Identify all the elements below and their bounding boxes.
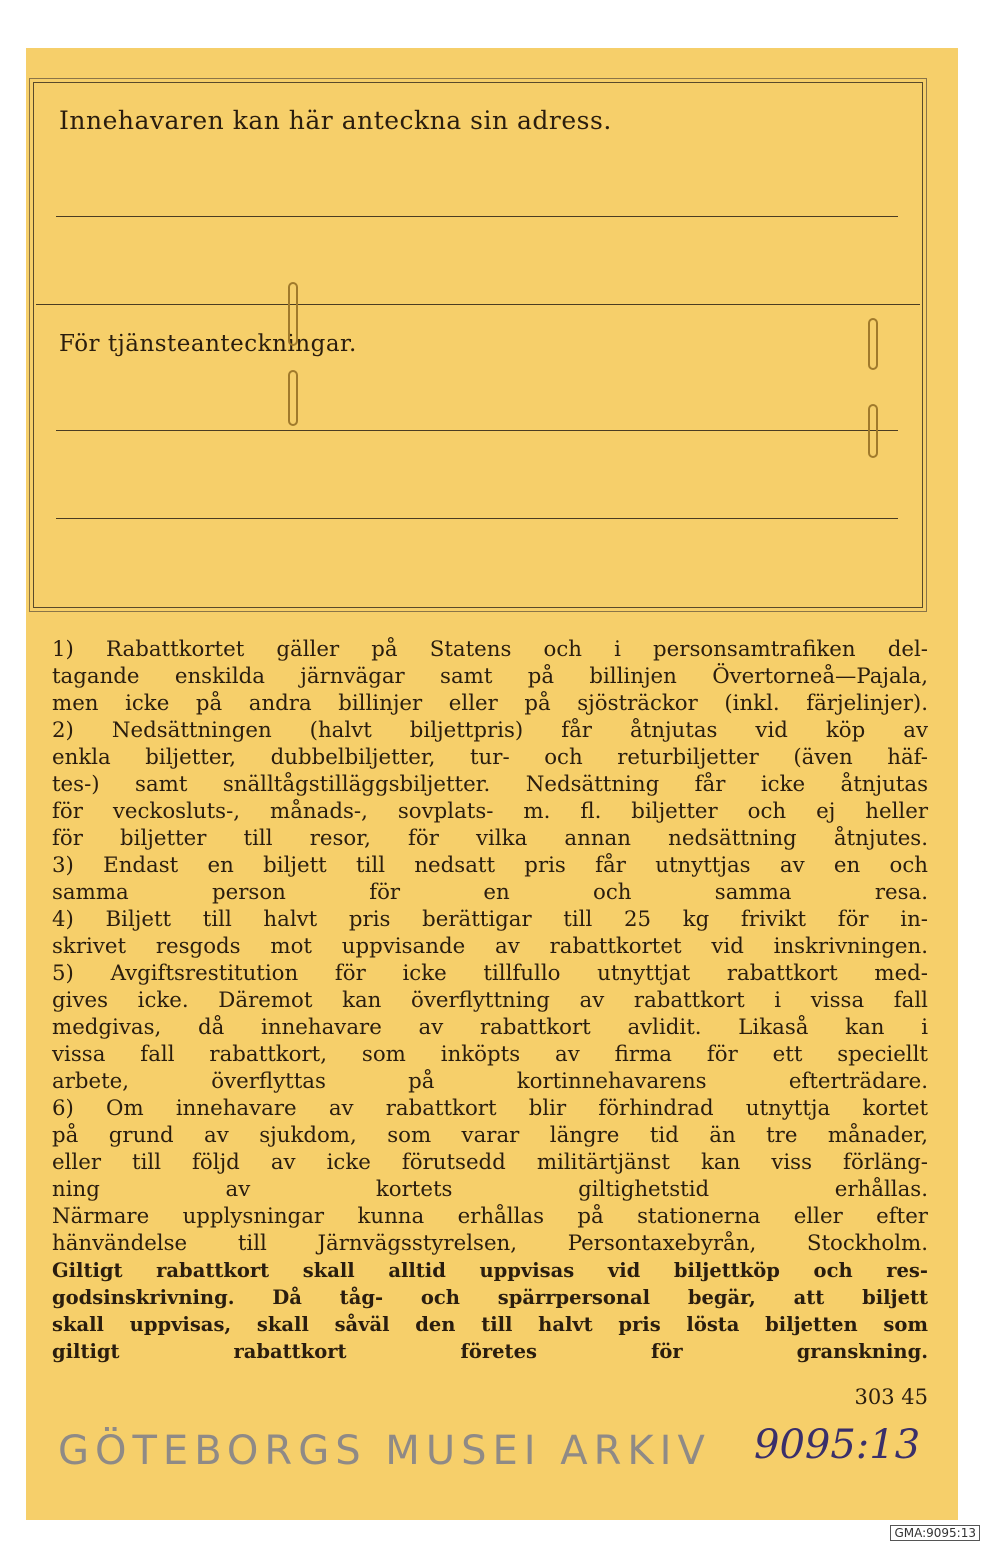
staple-left-top: [288, 282, 298, 346]
rule-3: [52, 852, 928, 906]
info-line-1: Närmare upplysningar kunna erhållas på stationerna eller efter: [52, 1204, 928, 1229]
rule-2-line-5: för biljetter till resor, för vilka annan nedsättning åtnjutes.: [52, 826, 928, 851]
staple-right-top: [868, 318, 878, 370]
rule-2-line-1: 2) Nedsättningen (halvt biljettpris) får åtnjutas vid köp av: [52, 718, 928, 743]
print-code: 303 45: [854, 1385, 928, 1409]
notice-line-2: godsinskrivning. Då tåg- och spärrpersonal begär, att biljett: [52, 1286, 928, 1309]
rule-5-line-3: medgivas, då innehavare av rabattkort avlidit. Likaså kan i: [52, 1015, 928, 1040]
archive-number: 9095:13: [754, 1422, 921, 1468]
rule-6-line-3: eller till följd av icke förutsedd militärtjänst kan viss förläng-: [52, 1150, 928, 1175]
rules-text: [52, 636, 928, 1365]
rule-5-line-1: 5) Avgiftsrestitution för icke tillfullo utnyttjat rabattkort med-: [52, 961, 928, 986]
rule-6-line-1: 6) Om innehavare av rabattkort blir förhindrad utnyttja kortet: [52, 1096, 928, 1121]
rule-1-line-1: 1) Rabattkortet gäller på Statens och i personsamtrafiken del-: [52, 637, 928, 662]
archive-stamp: GÖTEBORGS MUSEI ARKIV: [58, 1428, 711, 1474]
rule-3-line-1: 3) Endast en biljett till nedsatt pris får utnyttjas av en och: [52, 853, 928, 878]
rule-6: [52, 1095, 928, 1203]
rule-6-line-4: ning av kortets giltighetstid erhållas.: [52, 1177, 928, 1202]
address-label: Innehavaren kan här anteckna sin adress.: [59, 106, 612, 135]
reference-label: GMA:9095:13: [890, 1525, 980, 1541]
address-line-1: [56, 216, 898, 217]
rule-6-line-2: på grund av sjukdom, som varar längre tid än tre månader,: [52, 1123, 928, 1148]
rule-5-line-5: arbete, överflyttas på kortinnehavarens efterträdare.: [52, 1069, 928, 1094]
rule-1-line-2: tagande enskilda järnvägar samt på billinjen Övertorneå—Pajala,: [52, 664, 928, 689]
rule-5-line-4: vissa fall rabattkort, som inköpts av firma för ett speciellt: [52, 1042, 928, 1067]
rule-4: [52, 906, 928, 960]
info-paragraph: [52, 1203, 928, 1257]
service-notes-label: För tjänsteanteckningar.: [59, 331, 357, 357]
rule-1: [52, 636, 928, 717]
rule-4-line-1: 4) Biljett till halvt pris berättigar till 25 kg frivikt för in-: [52, 907, 928, 932]
staple-right-bottom: [868, 404, 878, 458]
info-line-2: hänvändelse till Järnvägsstyrelsen, Persontaxebyrån, Stockholm.: [52, 1231, 928, 1256]
service-line-1: [56, 430, 898, 431]
bold-notice: [52, 1257, 928, 1365]
rule-2-line-2: enkla biljetter, dubbelbiljetter, tur- och returbiljetter (även häf-: [52, 745, 928, 770]
rabattkort-card: [26, 48, 958, 1520]
rule-2-line-4: för veckosluts-, månads-, sovplats- m. fl. biljetter och ej heller: [52, 799, 928, 824]
rule-5-line-2: gives icke. Däremot kan överflyttning av rabattkort i vissa fall: [52, 988, 928, 1013]
section-divider: [36, 304, 920, 305]
notice-line-4: giltigt rabattkort företes för granskning.: [52, 1340, 928, 1363]
rule-4-line-2: skrivet resgods mot uppvisande av rabattkortet vid inskrivningen.: [52, 934, 928, 959]
rule-2-line-3: tes-) samt snälltågstilläggsbiljetter. Nedsättning får icke åtnjutas: [52, 772, 928, 797]
staple-left-bottom: [288, 370, 298, 426]
rule-1-line-3: men icke på andra billinjer eller på sjösträckor (inkl. färjelinjer).: [52, 691, 928, 716]
rule-5: [52, 960, 928, 1095]
notice-line-3: skall uppvisas, skall såväl den till halvt pris lösta biljetten som: [52, 1313, 928, 1336]
notice-line-1: Giltigt rabattkort skall alltid uppvisas vid biljettköp och res-: [52, 1259, 928, 1282]
rule-2: [52, 717, 928, 852]
service-line-2: [56, 518, 898, 519]
rule-3-line-2: samma person för en och samma resa.: [52, 880, 928, 905]
